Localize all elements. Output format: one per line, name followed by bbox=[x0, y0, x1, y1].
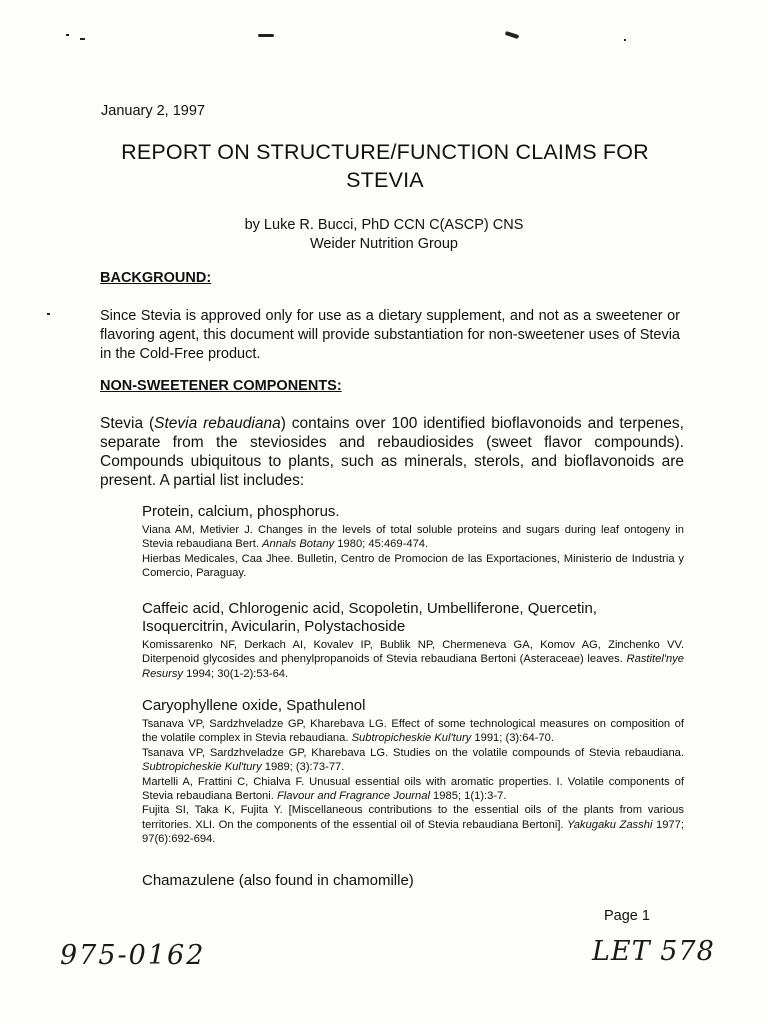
handwritten-docket-number: 975-0162 bbox=[60, 940, 206, 971]
scan-mark bbox=[66, 34, 69, 36]
compound-group bbox=[142, 600, 684, 681]
reference-entry: Komissarenko NF, Derkach AI, Kovalev IP, Bublik NP, Chermeneva GA, Komov AG, Zinchenko VV. Diterpenoid glycosides and phenylpropanoids of Stevia rebaudiana Bertoni (Asteraceae) leaves. Rastitel'nye Resursy 1994; 30(1-2):53-64. bbox=[142, 639, 684, 680]
compound-list: Caryophyllene oxide, Spathulenol bbox=[142, 697, 366, 714]
title-line-1: REPORT ON STRUCTURE/FUNCTION CLAIMS FOR bbox=[121, 140, 649, 164]
compound-list: Protein, calcium, phosphorus. bbox=[142, 503, 340, 520]
components-heading: NON-SWEETENER COMPONENTS: bbox=[100, 378, 342, 394]
species-name: Stevia rebaudiana bbox=[154, 415, 281, 432]
intro-text-start: Stevia ( bbox=[100, 415, 155, 432]
reference-entry: Tsanava VP, Sardzhveladze GP, Kharebava LG. Effect of some technological measures on composition of the volatile complex in Stevia rebaudiana. Subtropicheskie Kul'tury 1991; (3):64-70. bbox=[142, 718, 684, 745]
reference-entry: Tsanava VP, Sardzhveladze GP, Kharebava LG. Studies on the volatile compounds of Stevia rebaudiana. Subtropicheskie Kul'tury 1989; (3):73-77. bbox=[142, 746, 684, 774]
background-heading: BACKGROUND: bbox=[100, 270, 212, 286]
document-title bbox=[60, 138, 710, 194]
compound-group bbox=[142, 697, 684, 847]
intro-text-rest: ) contains over 100 identified bioflavonoids and terpenes, separate from the steviosides and rebaudiosides (sweet flavor compounds). Compounds ubiquitous to plants, such as minerals, sterols, and bioflavonoids are present. A partial list includes: bbox=[100, 415, 684, 489]
compound-group bbox=[142, 503, 684, 581]
compound-group bbox=[142, 872, 684, 892]
reference-entry: Martelli A, Frattini C, Chialva F. Unusual essential oils with aromatic properties. I. Volatile components of Stevia rebaudiana Bertoni. Flavour and Fragrance Journal 1985; 1(1):3-7. bbox=[142, 775, 684, 803]
author-block bbox=[100, 216, 668, 254]
scan-mark bbox=[80, 38, 85, 40]
scan-mark bbox=[258, 34, 274, 37]
title-line-2: STEVIA bbox=[346, 168, 424, 192]
components-intro-paragraph bbox=[100, 414, 684, 490]
page-number: Page 1 bbox=[604, 908, 650, 924]
compound-list: Chamazulene (also found in chamomille) bbox=[142, 872, 414, 889]
reference-entry: Hierbas Medicales, Caa Jhee. Bulletin, Centro de Promocion de las Exportaciones, Ministerio de Industria y Comercio, Paraguay. bbox=[142, 552, 684, 580]
reference-entry: Viana AM, Metivier J. Changes in the levels of total soluble proteins and sugars during leaf ontogeny in Stevia rebaudiana Bert. Annals Botany 1980; 45:469-474. bbox=[142, 524, 684, 551]
background-paragraph: Since Stevia is approved only for use as a dietary supplement, and not as a sweetener or flavoring agent, this document will provide substantiation for non-sweetener uses of Stevia in the Cold-Free product. bbox=[100, 308, 680, 362]
compound-list: Caffeic acid, Chlorogenic acid, Scopoletin, Umbelliferone, Quercetin, Isoquercitrin, Avicularin, Polystachoside bbox=[142, 600, 597, 635]
document-date: January 2, 1997 bbox=[101, 103, 205, 119]
scan-mark bbox=[624, 39, 626, 41]
author-name: by Luke R. Bucci, PhD CCN C(ASCP) CNS bbox=[244, 217, 524, 233]
reference-entry: Fujita SI, Taka K, Fujita Y. [Miscellaneous contributions to the essential oils of the plants from various territories. XLI. On the components of the essential oil of Stevia rebaudiana Bertoni]. Yakugaku Zasshi 1977; 97(6):692-694. bbox=[142, 804, 684, 846]
scan-mark bbox=[47, 313, 50, 315]
author-organization: Weider Nutrition Group bbox=[309, 236, 459, 252]
scan-mark bbox=[505, 31, 520, 39]
handwritten-letter-number: LET 578 bbox=[592, 936, 715, 967]
